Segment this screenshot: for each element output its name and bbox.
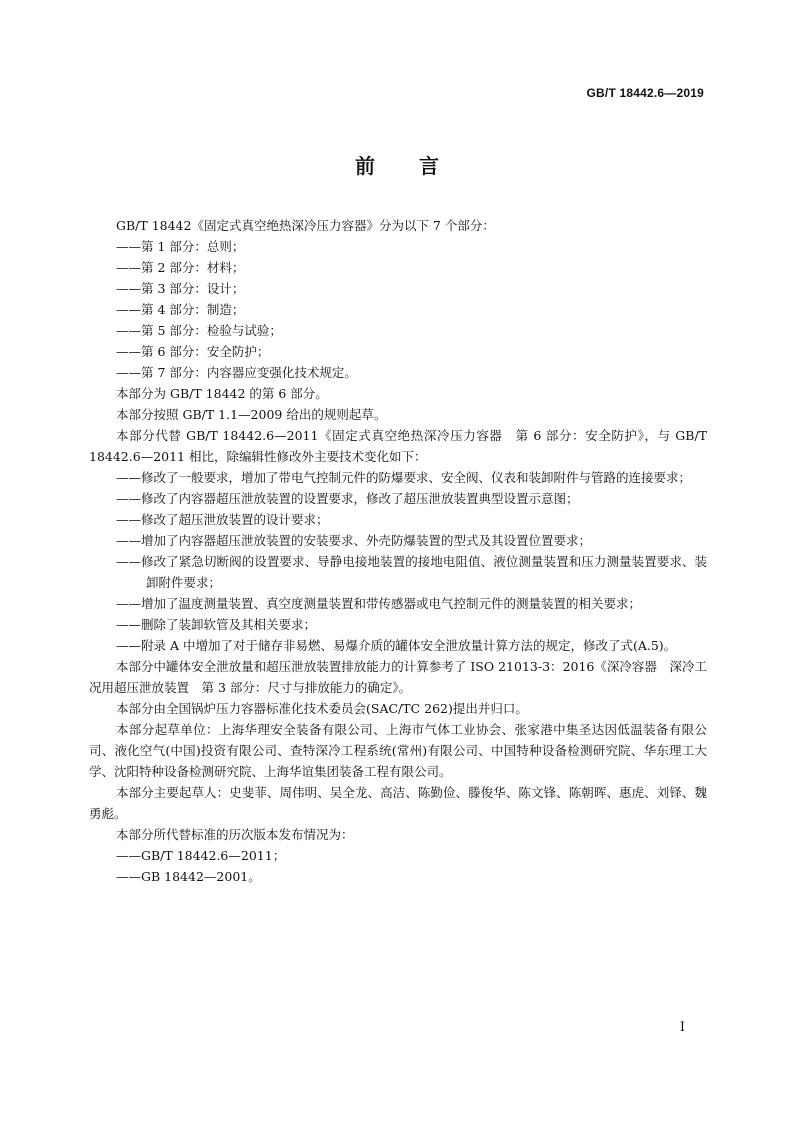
part-item: ——第 7 部分：内容器应变强化技术规定。	[116, 365, 357, 380]
change-item: ——修改了一般要求，增加了带电气控制元件的防爆要求、安全阀、仪表和装卸附件与管路的连接要求；	[116, 470, 692, 485]
change-item: ——修改了紧急切断阀的设置要求、导静电接地装置的接地电阻值、液位测量装置和压力测量装置要求、装卸附件要求；	[116, 554, 707, 590]
history-intro: 本部分所代替标准的历次版本发布情况为：	[116, 827, 354, 842]
this-part-statement: 本部分为 GB/T 18442 的第 6 部分。	[116, 386, 328, 401]
drafting-rules: 本部分按照 GB/T 1.1—2009 给出的规则起草。	[116, 407, 387, 422]
part-item: ——第 3 部分：设计；	[116, 281, 245, 296]
part-item: ——第 2 部分：材料；	[116, 260, 245, 275]
drafters: 本部分主要起草人：史斐菲、周伟明、吴全龙、高洁、陈勤俭、滕俊华、陈文锋、陈朝晖、惠虎、刘铎、魏勇彪。	[89, 785, 707, 821]
parts-intro: GB/T 18442《固定式真空绝热深冷压力容器》分为以下 7 个部分：	[116, 218, 495, 233]
part-item: ——第 1 部分：总则；	[116, 239, 245, 254]
foreword-body	[89, 215, 707, 887]
reference-statement: 本部分中罐体安全泄放量和超压泄放装置排放能力的计算参考了 ISO 21013-3：2016《深冷容器 深冷工况用超压泄放装置 第 3 部分：尺寸与排放能力的确定》。	[89, 659, 707, 695]
part-item: ——第 4 部分：制造；	[116, 302, 245, 317]
page-title: 前言	[355, 154, 483, 178]
history-item: ——GB 18442—2001。	[116, 869, 261, 884]
history-item: ——GB/T 18442.6—2011；	[116, 848, 286, 863]
standard-code: GB/T 18442.6—2019	[586, 86, 704, 100]
drafting-units: 本部分起草单位：上海华理安全装备有限公司、上海市气体工业协会、张家港中集圣达因低温装备有限公司、液化空气(中国)投资有限公司、查特深冷工程系统(常州)有限公司、中国特种设备检测研究院、华东理工大学、沈阳特种设备检测研究院、上海华谊集团装备工程有限公司。	[89, 722, 707, 779]
change-item: ——修改了超压泄放装置的设计要求；	[116, 512, 329, 527]
page-number: I	[679, 1020, 685, 1035]
part-item: ——第 6 部分：安全防护；	[116, 344, 270, 359]
change-item: ——增加了温度测量装置、真空度测量装置和带传感器或电气控制元件的测量装置的相关要求；	[116, 596, 642, 611]
change-item: ——删除了装卸软管及其相关要求；	[116, 617, 317, 632]
change-item: ——附录 A 中增加了对于储存非易燃、易爆介质的罐体安全泄放量计算方法的规定，修改了式(A.5)。	[116, 638, 677, 653]
proposed-by: 本部分由全国锅炉压力容器标准化技术委员会(SAC/TC 262)提出并归口。	[116, 701, 528, 716]
replaces-statement: 本部分代替 GB/T 18442.6—2011《固定式真空绝热深冷压力容器 第 6 部分：安全防护》，与 GB/T 18442.6—2011 相比，除编辑性修改外主要技术变化如下：	[89, 428, 707, 464]
change-item: ——修改了内容器超压泄放装置的设置要求，修改了超压泄放装置典型设置示意图；	[116, 491, 579, 506]
part-item: ——第 5 部分：检验与试验；	[116, 323, 282, 338]
change-item: ——增加了内容器超压泄放装置的安装要求、外壳防爆装置的型式及其设置位置要求；	[116, 533, 592, 548]
